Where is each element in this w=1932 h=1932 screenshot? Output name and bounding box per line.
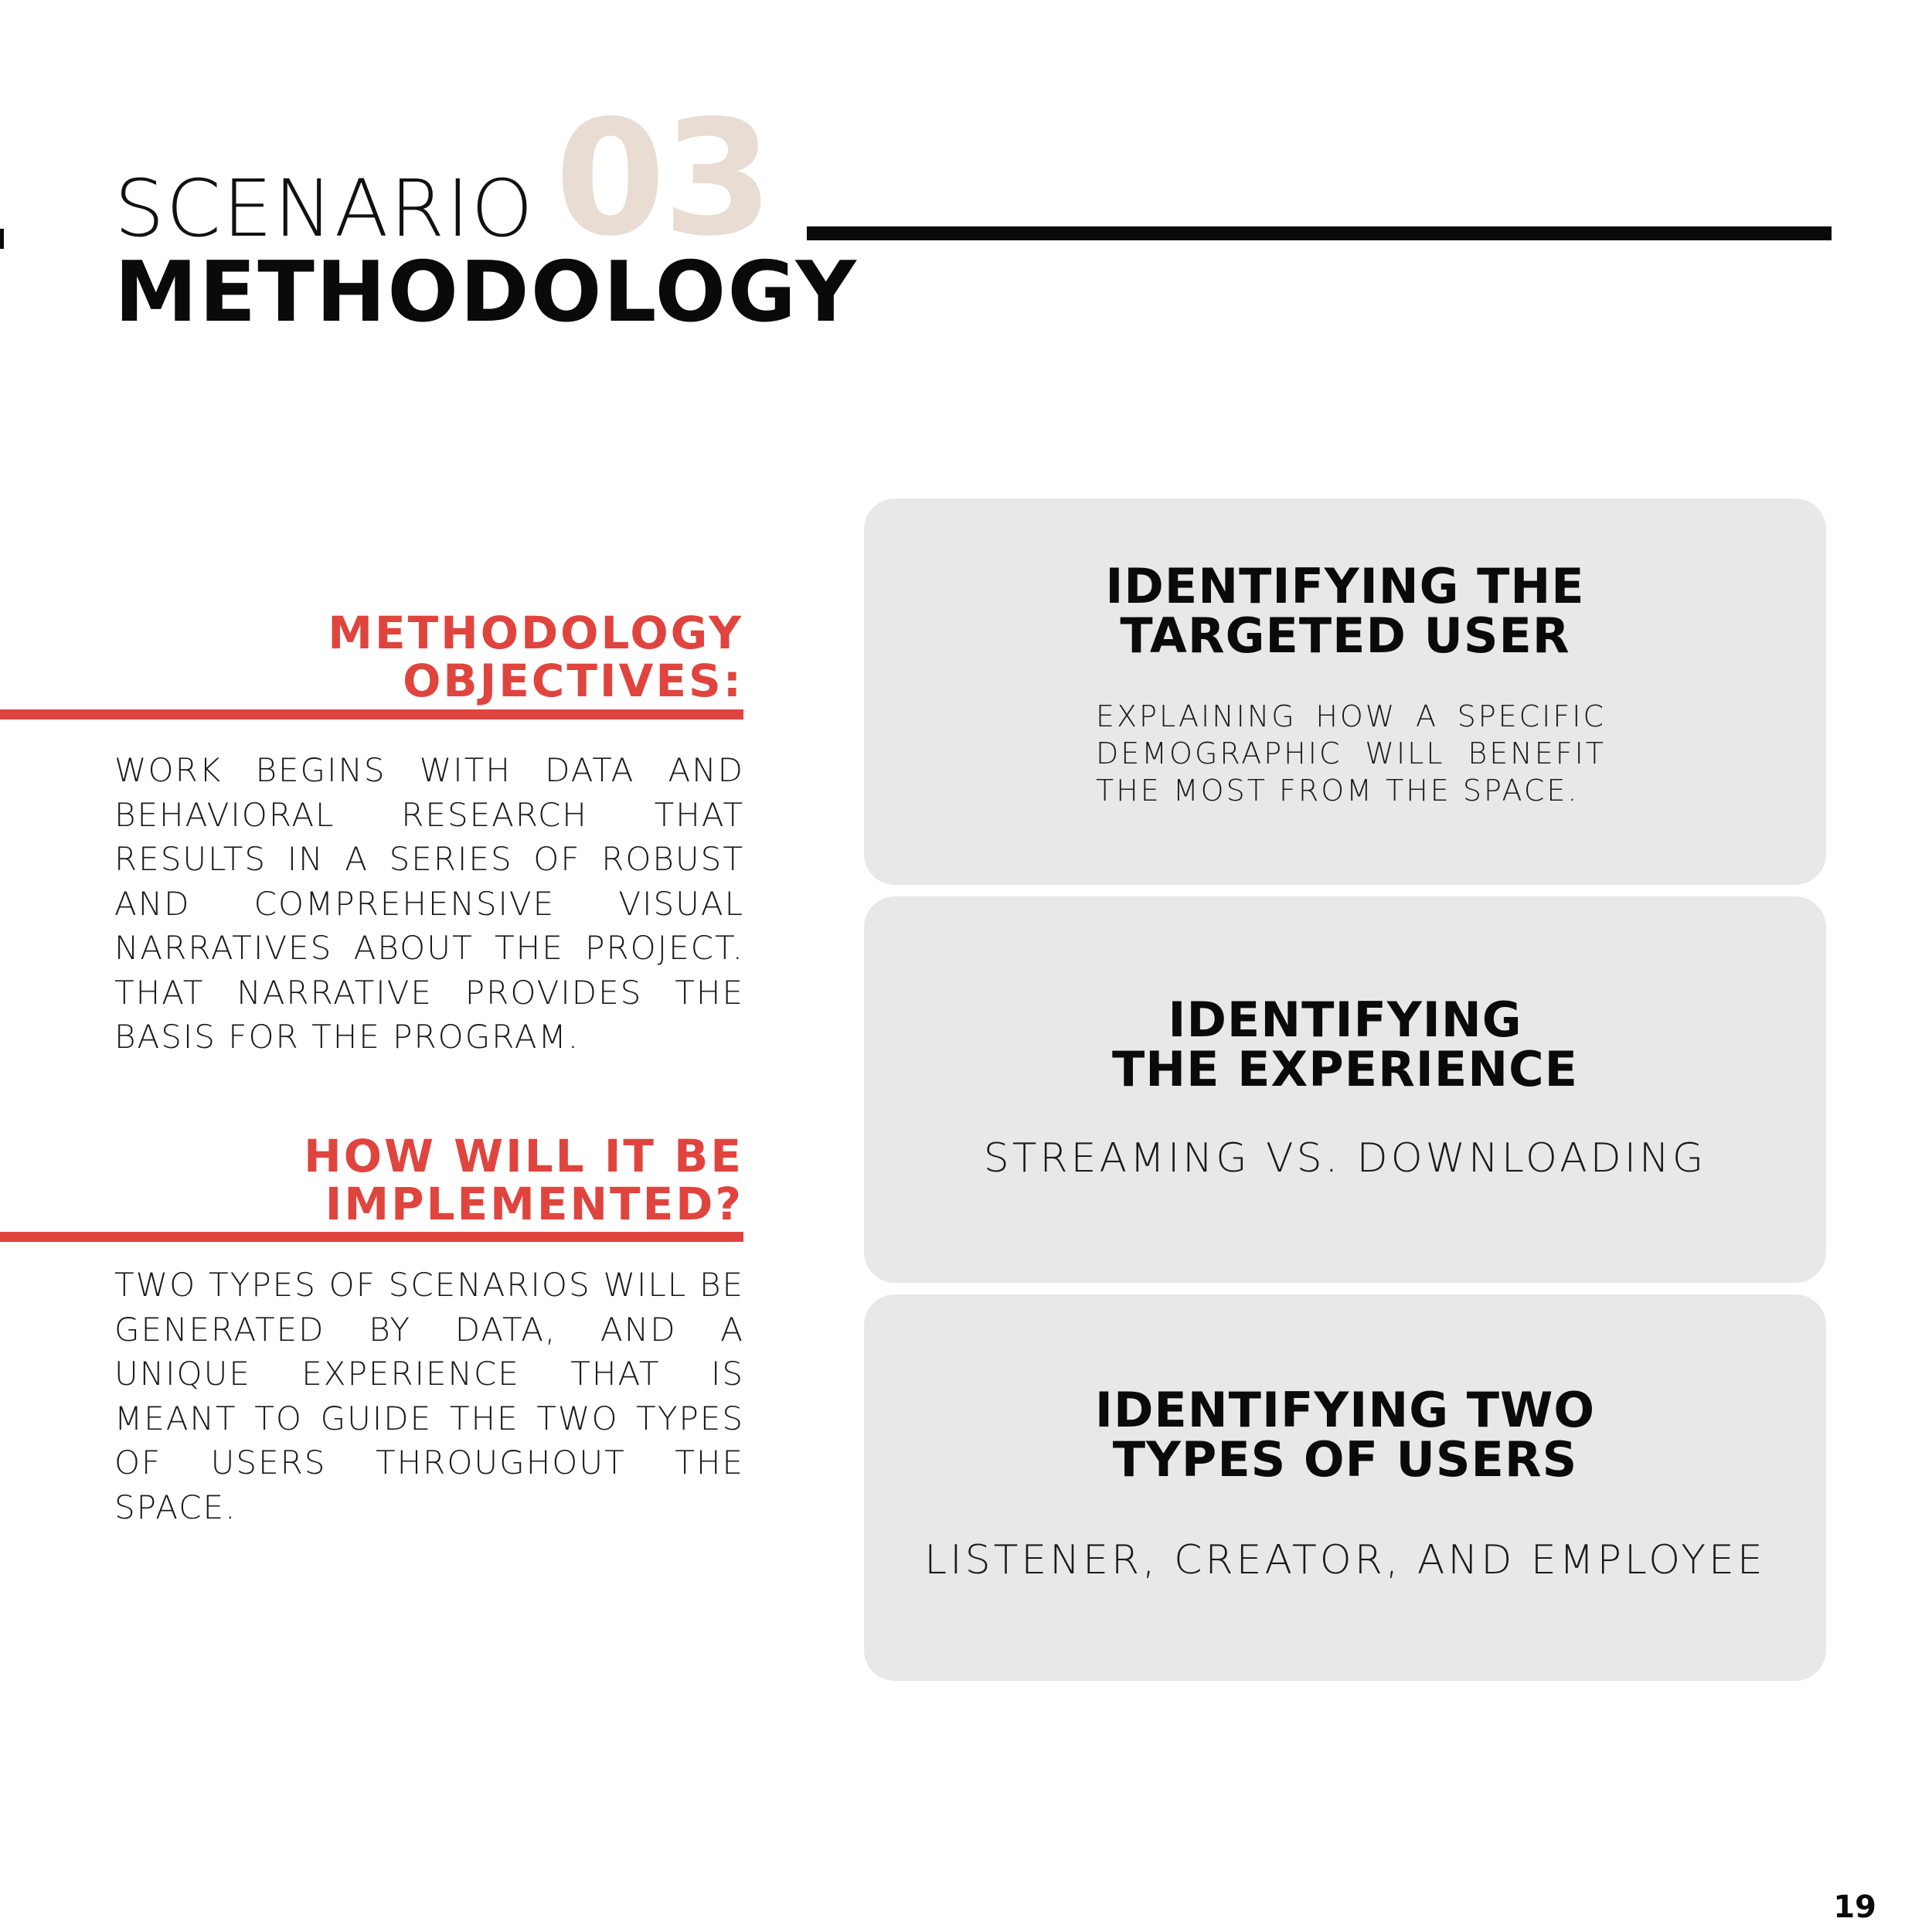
implementation-body: TWO TYPES OF SCENARIOS WILL BE GENERATED BY DATA, AND A UNIQUE EXPERIENCE THAT IS MEANT TO GUIDE THE TWO TYPES OF USERS THROUGHOUT THE SPACE. [114,1266,744,1526]
objectives-body: WORK BEGINS WITH DATA AND BEHAVIORAL RESEARCH THAT RESULTS IN A SERIES OF ROBUST AND COMPREHENSIVE VISUAL NARRATIVES ABOUT THE PROJECT. THAT NARRATIVE PROVIDES THE BASIS FOR THE PROGRAM. [114,751,744,1056]
page-number: 19 [1833,1889,1876,1925]
header-divider [807,226,1832,240]
implementation-divider [0,1232,743,1242]
card-user-types [864,1294,1826,1681]
card-title: IDENTIFYING THE EXPERIENCE [1112,992,1578,1097]
objectives-divider [0,709,743,719]
card-experience [864,896,1826,1283]
left-edge-mark [0,229,4,249]
card-targeted-user [864,498,1826,885]
section-number: 03 [555,86,770,271]
implementation-heading: HOW WILL IT BE IMPLEMENTED? [304,1130,743,1230]
section-label: SCENARIO [114,163,535,255]
card-title: IDENTIFYING TWO TYPES OF USERS [1094,1382,1596,1488]
card-title: IDENTIFYING THE TARGETED USER [1105,558,1585,664]
page-title: METHODOLOGY [114,244,858,341]
card-description: STREAMING VS. DOWNLOADING [983,1135,1707,1182]
card-description: EXPLAINING HOW A SPECIFIC DEMOGRAPHIC WILL BENEFIT THE MOST FROM THE SPACE. [1096,699,1606,808]
card-description: LISTENER, CREATOR, AND EMPLOYEE [924,1537,1766,1583]
objectives-heading: METHODOLOGY OBJECTIVES: [328,607,743,707]
